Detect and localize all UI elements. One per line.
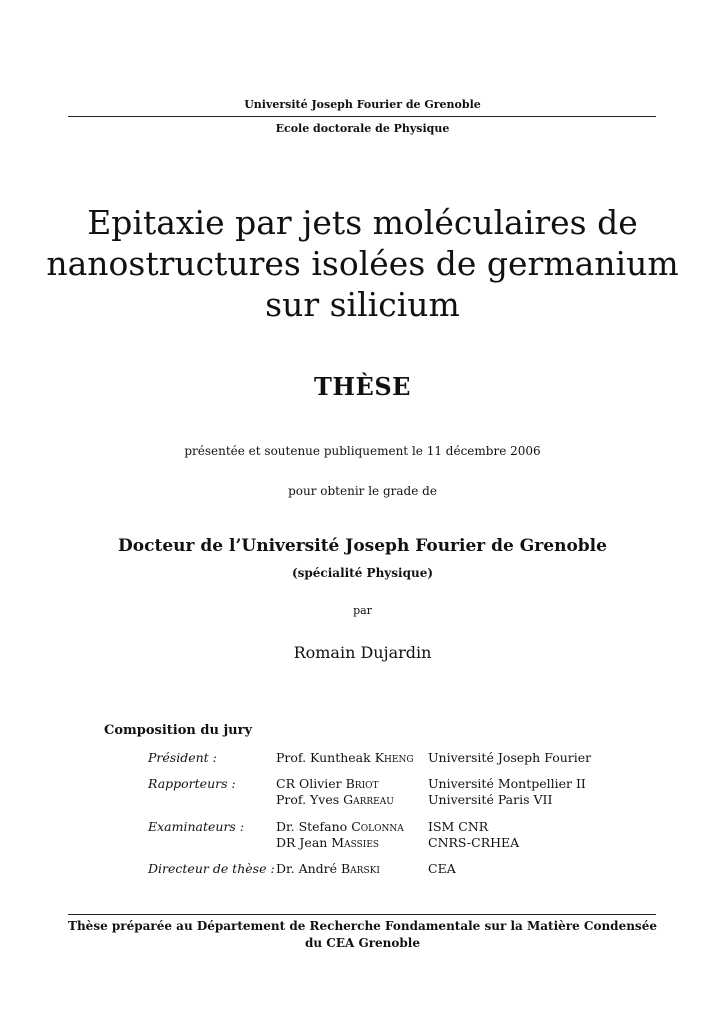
header-rule: [68, 116, 656, 117]
jury-member-institution: ISM CNR: [428, 819, 489, 834]
jury-names: [276, 861, 380, 877]
title-line: Epitaxie par jets moléculaires de: [87, 203, 638, 242]
jury-role: Directeur de thèse :: [148, 861, 275, 876]
degree-intro: pour obtenir le grade de: [288, 484, 437, 498]
jury-role: Examinateurs :: [148, 819, 245, 834]
university-header: Université Joseph Fourier de Grenoble: [244, 98, 481, 111]
document-type: THÈSE: [314, 372, 411, 401]
jury-member-name: Dr. Stefano Colonna: [276, 819, 404, 834]
jury-member-name: Prof. Yves Garreau: [276, 792, 394, 807]
by-label: par: [353, 604, 372, 617]
jury-role: Président :: [148, 750, 217, 765]
jury-member-institution: CEA: [428, 861, 456, 876]
doctoral-school: Ecole doctorale de Physique: [275, 122, 450, 135]
jury-names: [276, 776, 394, 808]
jury-member-institution: Université Paris VII: [428, 792, 553, 807]
jury-member-institution: Université Joseph Fourier: [428, 750, 592, 765]
thesis-title: [0, 202, 725, 325]
jury-institutions: [428, 861, 456, 877]
degree-title: Docteur de l’Université Joseph Fourier de Grenoble: [118, 536, 607, 556]
jury-names: [276, 819, 404, 851]
jury-names: [276, 750, 414, 766]
jury-member-name: DR Jean Massies: [276, 835, 380, 850]
jury-member-name: CR Olivier Briot: [276, 776, 379, 791]
jury-institutions: [428, 819, 519, 851]
jury-role: Rapporteurs :: [148, 776, 236, 791]
jury-heading: Composition du jury: [104, 723, 253, 738]
footer-line: du CEA Grenoble: [305, 936, 420, 950]
author-name: Romain Dujardin: [293, 643, 432, 662]
footer-rule: [68, 914, 656, 915]
jury-institutions: [428, 776, 586, 808]
footer: [0, 918, 725, 952]
jury-member-name: Dr. André Barski: [276, 861, 380, 876]
title-line: nanostructures isolées de germanium: [46, 244, 679, 283]
jury-institutions: [428, 750, 591, 766]
jury-member-name: Prof. Kuntheak Kheng: [276, 750, 414, 765]
footer-line: Thèse préparée au Département de Recherche Fondamentale sur la Matière Condensée: [68, 919, 657, 933]
defense-statement: présentée et soutenue publiquement le 11 décembre 2006: [184, 444, 541, 458]
title-line: sur silicium: [265, 285, 460, 324]
jury-member-institution: CNRS-CRHEA: [428, 835, 520, 850]
jury-member-institution: Université Montpellier II: [428, 776, 586, 791]
specialty: (spécialité Physique): [291, 566, 434, 580]
